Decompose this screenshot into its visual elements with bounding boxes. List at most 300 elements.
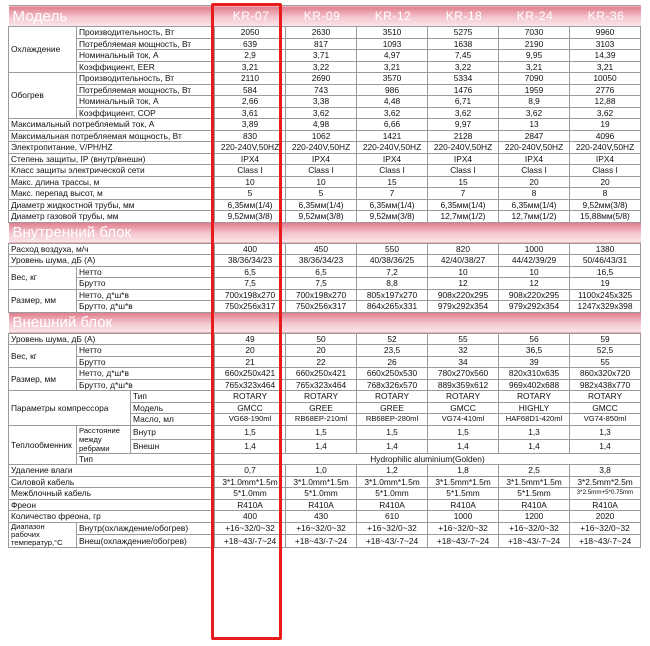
row-label: Уровень шума, дБ (А) <box>9 333 215 345</box>
value-cell: 1638 <box>428 38 499 50</box>
value-cell: 12,88 <box>570 96 641 108</box>
table-row <box>9 391 641 403</box>
row-label: Коэффициент, COP <box>77 107 215 119</box>
value-cell: ROTARY <box>357 391 428 403</box>
value-cell: 4096 <box>570 130 641 142</box>
value-cell: 9,52мм(3/8) <box>570 199 641 211</box>
fin-spacing-label: Расстояние между ребрами <box>77 425 131 453</box>
value-cell: 49 <box>215 333 286 345</box>
value-cell: 1,4 <box>428 439 499 453</box>
row-label: Электропитание, V/PH/HZ <box>9 142 215 154</box>
value-cell: 4,48 <box>357 96 428 108</box>
value-cell: 3*1.5mm*1.5m <box>428 476 499 488</box>
table-row <box>9 153 641 165</box>
value-cell: 3*1.0mm*1.5m <box>286 476 357 488</box>
value-cell: 817 <box>286 38 357 50</box>
value-cell: 2110 <box>215 73 286 85</box>
value-cell: 1200 <box>499 511 570 523</box>
value-cell: 1,3 <box>499 425 570 439</box>
value-cell: 8,8 <box>357 278 428 290</box>
value-cell: 59 <box>570 333 641 345</box>
row-label: Фреон <box>9 499 215 511</box>
value-cell: 1100x245x325 <box>570 289 641 301</box>
value-cell: 3*1.0mm*1.5m <box>357 476 428 488</box>
value-cell: 220-240V,50HZ <box>215 142 286 154</box>
value-cell: 2,5 <box>499 465 570 477</box>
value-cell: 20 <box>215 345 286 357</box>
value-cell: 12,7мм(1/2) <box>428 211 499 223</box>
row-label: Силовой кабель <box>9 476 215 488</box>
value-cell: 34 <box>428 356 499 368</box>
value-cell: +18~43/-7~24 <box>215 535 286 548</box>
table-row <box>9 488 641 500</box>
value-cell: 1,5 <box>428 425 499 439</box>
table-row <box>9 368 641 380</box>
table-row <box>9 38 641 50</box>
value-cell: R410A <box>428 499 499 511</box>
value-cell: 14,39 <box>570 50 641 62</box>
row-label: Максимальная потребляемая мощность, Вт <box>9 130 215 142</box>
row-label: Макс. перепад высот, м <box>9 188 215 200</box>
value-cell: 5 <box>215 188 286 200</box>
value-cell: +16~32/0~32 <box>570 522 641 535</box>
value-cell: VG74-850ml <box>570 414 641 426</box>
section-banner-fill <box>215 312 641 333</box>
value-cell: 220-240V,50HZ <box>570 142 641 154</box>
row-label: Брутто <box>77 356 215 368</box>
value-cell: Class I <box>499 165 570 177</box>
value-cell: 1421 <box>357 130 428 142</box>
value-cell: 8 <box>570 188 641 200</box>
table-row <box>9 522 641 535</box>
table-row <box>9 255 641 267</box>
table-row <box>9 165 641 177</box>
value-cell: 6,35мм(1/4) <box>428 199 499 211</box>
header-row <box>9 6 641 27</box>
value-cell: 50/46/43/31 <box>570 255 641 267</box>
value-cell: 26 <box>357 356 428 368</box>
value-cell: 9,52мм(3/8) <box>357 211 428 223</box>
value-cell: 3*2.5mm+5*0.75mm <box>570 488 641 500</box>
value-cell: 19 <box>570 119 641 131</box>
value-cell: HIGHLY <box>499 402 570 414</box>
row-label: Нетто <box>77 345 215 357</box>
value-cell: 1093 <box>357 38 428 50</box>
value-cell: 3,62 <box>499 107 570 119</box>
value-cell: 1,5 <box>357 425 428 439</box>
table-row <box>9 130 641 142</box>
table-row <box>9 278 641 290</box>
row-label: Максимальный потребляемый ток, А <box>9 119 215 131</box>
table-row <box>9 50 641 62</box>
row-label: Внешн <box>131 439 215 453</box>
table-row <box>9 266 641 278</box>
value-cell: 908x220x295 <box>499 289 570 301</box>
value-cell: 9,95 <box>499 50 570 62</box>
value-cell: 979x292x354 <box>428 301 499 313</box>
value-cell: 6,35мм(1/4) <box>499 199 570 211</box>
row-label: Тип <box>131 391 215 403</box>
row-label: Класс защиты электрической сети <box>9 165 215 177</box>
value-cell: 19 <box>570 278 641 290</box>
value-cell: 1,2 <box>357 465 428 477</box>
value-cell: 220-240V,50HZ <box>357 142 428 154</box>
value-cell: 3,21 <box>499 61 570 73</box>
value-cell: IPX4 <box>499 153 570 165</box>
value-cell: 5275 <box>428 27 499 39</box>
table-row <box>9 345 641 357</box>
value-cell: IPX4 <box>570 153 641 165</box>
value-cell: Class I <box>428 165 499 177</box>
value-cell: 780x270x560 <box>428 368 499 380</box>
group-label: Размер, мм <box>9 368 77 391</box>
value-cell: 50 <box>286 333 357 345</box>
value-cell: +16~32/0~32 <box>286 522 357 535</box>
value-cell: 8 <box>499 188 570 200</box>
value-cell: Class I <box>357 165 428 177</box>
row-label: Внутр <box>131 425 215 439</box>
value-cell: 20 <box>499 176 570 188</box>
value-cell: 220-240V,50HZ <box>428 142 499 154</box>
value-cell: 450 <box>286 243 357 255</box>
value-cell: +16~32/0~32 <box>357 522 428 535</box>
value-cell: 7,2 <box>357 266 428 278</box>
value-cell: IPX4 <box>286 153 357 165</box>
value-cell: 6,35мм(1/4) <box>215 199 286 211</box>
group-label: Размер, мм <box>9 289 77 312</box>
value-cell: 38/36/34/23 <box>215 255 286 267</box>
value-cell: IPX4 <box>428 153 499 165</box>
value-cell: 3,22 <box>286 61 357 73</box>
value-cell: 660x250x530 <box>357 368 428 380</box>
table-row <box>9 188 641 200</box>
section-banner-fill <box>215 222 641 243</box>
table-row <box>9 142 641 154</box>
value-cell: 15 <box>357 176 428 188</box>
value-cell: 6,5 <box>286 266 357 278</box>
value-cell: 9,97 <box>428 119 499 131</box>
model-col-header: KR-36 <box>570 6 641 27</box>
table-row <box>9 199 641 211</box>
row-label: Диаметр жидкостной трубы, мм <box>9 199 215 211</box>
row-label: Брутто <box>77 278 215 290</box>
value-cell: 56 <box>499 333 570 345</box>
value-cell: 1380 <box>570 243 641 255</box>
row-label: Потребляемая мощность, Вт <box>77 38 215 50</box>
value-cell: 6,35мм(1/4) <box>286 199 357 211</box>
table-row <box>9 333 641 345</box>
value-cell: VG74-410ml <box>428 414 499 426</box>
value-cell: 7 <box>428 188 499 200</box>
value-cell: 986 <box>357 84 428 96</box>
value-cell: 15,88мм(5/8) <box>570 211 641 223</box>
value-cell: 3,21 <box>570 61 641 73</box>
value-cell: 768x326x570 <box>357 379 428 391</box>
value-cell: 20 <box>570 176 641 188</box>
row-label: Нетто <box>77 266 215 278</box>
value-cell: 5*1.5mm <box>499 488 570 500</box>
value-cell: 2630 <box>286 27 357 39</box>
value-cell: 12 <box>428 278 499 290</box>
table-row <box>9 61 641 73</box>
model-col-header: KR-18 <box>428 6 499 27</box>
value-cell: 21 <box>215 356 286 368</box>
row-label: Нетто, д*ш*в <box>77 368 215 380</box>
value-cell: R410A <box>570 499 641 511</box>
value-cell: 3,62 <box>570 107 641 119</box>
value-cell: 32 <box>428 345 499 357</box>
value-cell: 44/42/39/29 <box>499 255 570 267</box>
value-cell: 700x198x270 <box>215 289 286 301</box>
value-cell: 10050 <box>570 73 641 85</box>
value-cell: GMCC <box>215 402 286 414</box>
row-label: Нетто, д*ш*в <box>77 289 215 301</box>
group-label: Диапазон рабочих температур,°С <box>9 522 77 547</box>
value-cell: 3570 <box>357 73 428 85</box>
group-label: Обогрев <box>9 73 77 119</box>
value-cell: 220-240V,50HZ <box>499 142 570 154</box>
value-cell: GREE <box>357 402 428 414</box>
value-cell: ROTARY <box>428 391 499 403</box>
value-cell: 2190 <box>499 38 570 50</box>
value-cell: 22 <box>286 356 357 368</box>
value-cell: 40/38/36/25 <box>357 255 428 267</box>
value-cell: 3,62 <box>357 107 428 119</box>
value-cell: 4,97 <box>357 50 428 62</box>
value-cell: 3*2.5mm*2.5m <box>570 476 641 488</box>
row-label: Тип <box>77 453 215 465</box>
row-label: Межблочный кабель <box>9 488 215 500</box>
value-cell: 1,5 <box>215 425 286 439</box>
value-cell: 805x197x270 <box>357 289 428 301</box>
value-cell: 12 <box>499 278 570 290</box>
value-cell: 3103 <box>570 38 641 50</box>
value-cell: +18~43/-7~24 <box>428 535 499 548</box>
value-cell: 3,61 <box>215 107 286 119</box>
table-row <box>9 425 641 439</box>
value-cell: 15 <box>428 176 499 188</box>
value-cell: 550 <box>357 243 428 255</box>
value-cell: 1,4 <box>357 439 428 453</box>
value-cell: RB68EP-210ml <box>286 414 357 426</box>
value-cell: 864x265x331 <box>357 301 428 313</box>
table-row <box>9 301 641 313</box>
value-cell: 220-240V,50HZ <box>286 142 357 154</box>
value-cell: 1,8 <box>428 465 499 477</box>
value-cell: 2020 <box>570 511 641 523</box>
value-cell: 2,66 <box>215 96 286 108</box>
group-label: Параметры компрессора <box>9 391 131 426</box>
value-cell: 820x310x635 <box>499 368 570 380</box>
value-cell: 7090 <box>499 73 570 85</box>
value-cell: +18~43/-7~24 <box>357 535 428 548</box>
value-cell: 979x292x354 <box>499 301 570 313</box>
value-cell: 10 <box>428 266 499 278</box>
value-cell: 7,5 <box>286 278 357 290</box>
value-cell: 889x359x612 <box>428 379 499 391</box>
value-cell: +18~43/-7~24 <box>286 535 357 548</box>
group-label: Теплообменник <box>9 425 77 465</box>
value-cell: 9,52мм(3/8) <box>286 211 357 223</box>
row-label: Масло, мл <box>131 414 215 426</box>
value-cell: 400 <box>215 243 286 255</box>
value-cell: ROTARY <box>570 391 641 403</box>
row-label: Уровень шума, дБ (А) <box>9 255 215 267</box>
value-cell: 3510 <box>357 27 428 39</box>
value-cell: 1247x329x398 <box>570 301 641 313</box>
value-cell: 639 <box>215 38 286 50</box>
value-cell: 1,4 <box>286 439 357 453</box>
value-cell: ROTARY <box>499 391 570 403</box>
row-label: Коэффициент, EER <box>77 61 215 73</box>
model-col-header: KR-12 <box>357 6 428 27</box>
row-label: Степень защиты, IP (внутр/внешн) <box>9 153 215 165</box>
group-label: Вес, кг <box>9 266 77 289</box>
row-label: Макс. длина трассы, м <box>9 176 215 188</box>
value-cell: Class I <box>570 165 641 177</box>
value-cell: 12,7мм(1/2) <box>499 211 570 223</box>
value-cell: 7 <box>357 188 428 200</box>
value-cell: R410A <box>286 499 357 511</box>
value-cell: 7030 <box>499 27 570 39</box>
value-cell: 5*1.0mm <box>215 488 286 500</box>
value-cell: 16,5 <box>570 266 641 278</box>
value-cell: 1,3 <box>570 425 641 439</box>
value-cell: 820 <box>428 243 499 255</box>
value-cell: 2,9 <box>215 50 286 62</box>
spec-table <box>8 5 641 548</box>
value-cell: 6,35мм(1/4) <box>357 199 428 211</box>
table-row <box>9 107 641 119</box>
model-col-header: KR-24 <box>499 6 570 27</box>
value-cell: 3,22 <box>428 61 499 73</box>
row-label: Внеш(охлаждение/обогрев) <box>77 535 215 548</box>
value-cell: 908x220x295 <box>428 289 499 301</box>
value-cell: 2128 <box>428 130 499 142</box>
value-cell: 42/40/38/27 <box>428 255 499 267</box>
value-cell: ROTARY <box>286 391 357 403</box>
row-label: Номинальный ток, А <box>77 50 215 62</box>
value-cell: 52,5 <box>570 345 641 357</box>
value-cell: 584 <box>215 84 286 96</box>
value-cell: 6,66 <box>357 119 428 131</box>
group-label: Вес, кг <box>9 345 77 368</box>
value-cell: +16~32/0~32 <box>499 522 570 535</box>
row-label: Удаление влаги <box>9 465 215 477</box>
table-row <box>9 84 641 96</box>
table-row <box>9 535 641 548</box>
value-cell: 743 <box>286 84 357 96</box>
value-cell: 982x438x770 <box>570 379 641 391</box>
table-row <box>9 119 641 131</box>
value-cell: 3,62 <box>428 107 499 119</box>
row-label: Брутто, д*ш*в <box>77 379 215 391</box>
table-row <box>9 73 641 85</box>
value-cell: 7,45 <box>428 50 499 62</box>
table-row <box>9 511 641 523</box>
value-cell: 9960 <box>570 27 641 39</box>
value-cell: GREE <box>286 402 357 414</box>
value-cell: Class I <box>215 165 286 177</box>
table-row <box>9 356 641 368</box>
value-cell: 1,4 <box>499 439 570 453</box>
value-cell: 830 <box>215 130 286 142</box>
model-col-header: KR-07 <box>215 6 286 27</box>
table-row <box>9 176 641 188</box>
value-cell: 55 <box>570 356 641 368</box>
model-col-header: KR-09 <box>286 6 357 27</box>
value-cell: 3*1.0mm*1.5m <box>215 476 286 488</box>
value-cell: 3,38 <box>286 96 357 108</box>
value-cell: 8,9 <box>499 96 570 108</box>
table-row <box>9 453 641 465</box>
value-cell: 52 <box>357 333 428 345</box>
value-cell: R410A <box>499 499 570 511</box>
value-cell: 1000 <box>499 243 570 255</box>
model-title: Модель <box>9 6 215 27</box>
value-cell: 3,21 <box>357 61 428 73</box>
row-label: Производительность, Вт <box>77 73 215 85</box>
value-cell: 660x250x421 <box>286 368 357 380</box>
value-cell: 3,62 <box>286 107 357 119</box>
value-cell: 23,5 <box>357 345 428 357</box>
value-cell: 0,7 <box>215 465 286 477</box>
value-cell: 765x323x464 <box>215 379 286 391</box>
value-cell: 5334 <box>428 73 499 85</box>
value-cell: 660x250x421 <box>215 368 286 380</box>
value-cell: HAF68D1-420ml <box>499 414 570 426</box>
value-cell: 36,5 <box>499 345 570 357</box>
row-label: Производительность, Вт <box>77 27 215 39</box>
value-cell: +18~43/-7~24 <box>499 535 570 548</box>
table-row <box>9 379 641 391</box>
value-cell: ROTARY <box>215 391 286 403</box>
value-cell: 1476 <box>428 84 499 96</box>
row-label: Номинальный ток, А <box>77 96 215 108</box>
value-cell: 1000 <box>428 511 499 523</box>
table-row <box>9 499 641 511</box>
value-cell: 750x256x317 <box>286 301 357 313</box>
row-label: Диаметр газовой трубы, мм <box>9 211 215 223</box>
section-banner <box>9 312 641 333</box>
value-cell: +16~32/0~32 <box>428 522 499 535</box>
value-cell: 3,89 <box>215 119 286 131</box>
value-cell: IPX4 <box>215 153 286 165</box>
value-cell: 1062 <box>286 130 357 142</box>
value-cell: Class I <box>286 165 357 177</box>
value-cell: 4,98 <box>286 119 357 131</box>
value-cell: RB68EP-280ml <box>357 414 428 426</box>
table-row <box>9 96 641 108</box>
value-cell: IPX4 <box>357 153 428 165</box>
value-cell: 10 <box>499 266 570 278</box>
value-cell: +16~32/0~32 <box>215 522 286 535</box>
row-label: Внутр(охлаждение/обогрев) <box>77 522 215 535</box>
row-label: Брутто, д*ш*в <box>77 301 215 313</box>
table-row <box>9 211 641 223</box>
value-cell: 5*1.0mm <box>357 488 428 500</box>
value-cell: 1,5 <box>286 425 357 439</box>
value-cell: 1,4 <box>570 439 641 453</box>
value-cell: 3*1.5mm*1.5m <box>499 476 570 488</box>
section-title: Внутренний блок <box>9 222 215 243</box>
value-cell: Hydrophilic aluminium(Golden) <box>215 453 641 465</box>
value-cell: 3,71 <box>286 50 357 62</box>
value-cell: GMCC <box>428 402 499 414</box>
value-cell: 5 <box>286 188 357 200</box>
value-cell: 969x402x688 <box>499 379 570 391</box>
value-cell: 1959 <box>499 84 570 96</box>
